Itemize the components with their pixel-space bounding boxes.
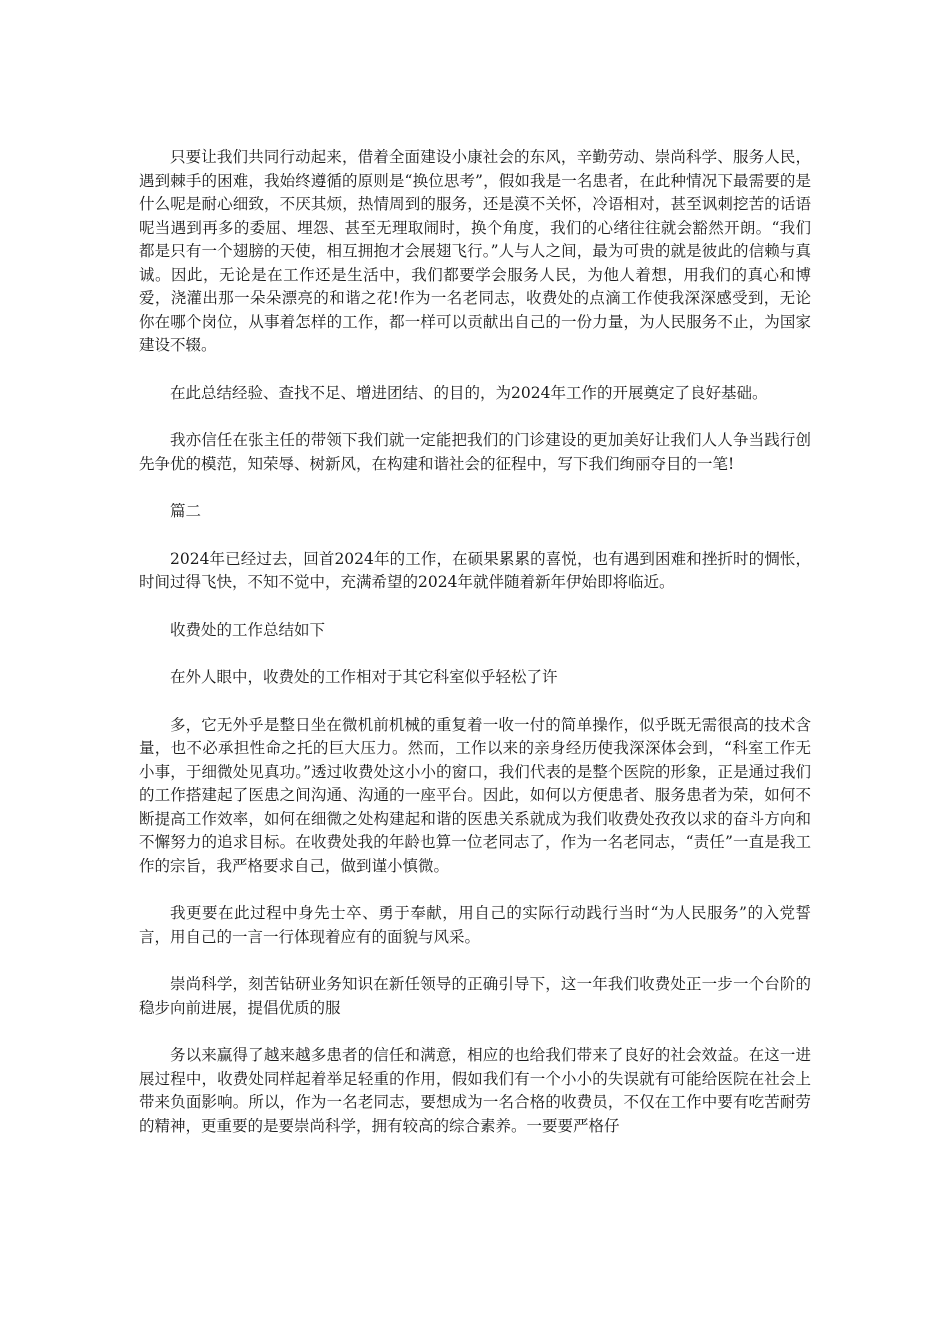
paragraph-2: 在此总结经验、查找不足、增进团结、的目的，为2024年工作的开展奠定了良好基础。 <box>170 383 768 402</box>
paragraph-5: 2024年已经过去，回首2024年的工作，在硕果累累的喜悦，也有遇到困难和挫折时的惆怅，时间过得飞快，不知不觉中，充满希望的2024年就伴随着新年伊始即将临近。 <box>139 549 811 591</box>
paragraph-1: 只要让我们共同行动起来，借着全面建设小康社会的东风，辛勤劳动、崇尚科学、服务人民，遇到棘手的困难，我始终遵循的原则是“换位思考”，假如我是一名患者，在此种情况下最需要的是什么呢是耐心细致，不厌其烦，热情周到的服务，还是漠不关怀，冷语相对，甚至讽刺挖苦的话语呢当遇到再多的委屈、埋怨、甚至无理取闹时，换个角度，我们的心绪往往就会豁然开朗。“我们都是只有一个翅膀的天使，相互拥抱才会展翅飞行。”人与人之间，最为可贵的就是彼此的信赖与真诚。因此，无论是在工作还是生活中，我们都要学会服务人民，为他人着想，用我们的真心和博爱，浇灌出那一朵朵漂亮的和谐之花!作为一名老同志，收费处的点滴工作使我深深感受到，无论你在哪个岗位，从事着怎样的工作，都一样可以贡献出自己的一份力量，为人民服务不止，为国家建设不辍。 <box>139 148 811 354</box>
paragraph-6: 收费处的工作总结如下 <box>170 620 326 639</box>
paragraph-10: 崇尚科学，刻苦钻研业务知识在新任领导的正确引导下，这一年我们收费处正一步一个台阶的稳步向前进展，提倡优质的服 <box>139 975 811 1017</box>
section-heading-part-two: 篇二 <box>170 502 202 520</box>
paragraph-3: 我亦信任在张主任的带领下我们就一定能把我们的门诊建设的更加美好让我们人人争当践行创先争优的模范，知荣辱、树新风，在构建和谐社会的征程中，写下我们绚丽夺目的一笔! <box>139 431 811 473</box>
document-body <box>139 146 811 1138</box>
paragraph-7: 在外人眼中，收费处的工作相对于其它科室似乎轻松了许 <box>170 668 558 686</box>
paragraph-8: 多，它无外乎是整日坐在微机前机械的重复着一收一付的简单操作，似乎既无需很高的技术含量，也不必承担性命之托的巨大压力。然而，工作以来的亲身经历使我深深体会到，“科室工作无小事，于细微处见真功。”透过收费处这小小的窗口，我们代表的是整个医院的形象，正是通过我们的工作搭建起了医患之间沟通、沟通的一座平台。因此，如何以方便患者、服务患者为荣，如何不断提高工作效率，如何在细微之处构建起和谐的医患关系就成为我们收费处孜孜以求的奋斗方向和不懈努力的追求目标。在收费处我的年龄也算一位老同志了，作为一名老同志，“责任”一直是我工作的宗旨，我严格要求自己，做到谨小慎微。 <box>139 715 811 875</box>
paragraph-11: 务以来赢得了越来越多患者的信任和满意，相应的也给我们带来了良好的社会效益。在这一进展过程中，收费处同样起着举足轻重的作用，假如我们有一个小小的失误就有可能给医院在社会上带来负面影响。所以，作为一名老同志，要想成为一名合格的收费员，不仅在工作中要有吃苦耐劳的精神，更重要的是要崇尚科学，拥有较高的综合素养。一要要严格仔 <box>139 1046 811 1135</box>
paragraph-9: 我更要在此过程中身先士卒、勇于奉献，用自己的实际行动践行当时“为人民服务”的入党誓言，用自己的一言一行体现着应有的面貌与风采。 <box>139 904 811 946</box>
